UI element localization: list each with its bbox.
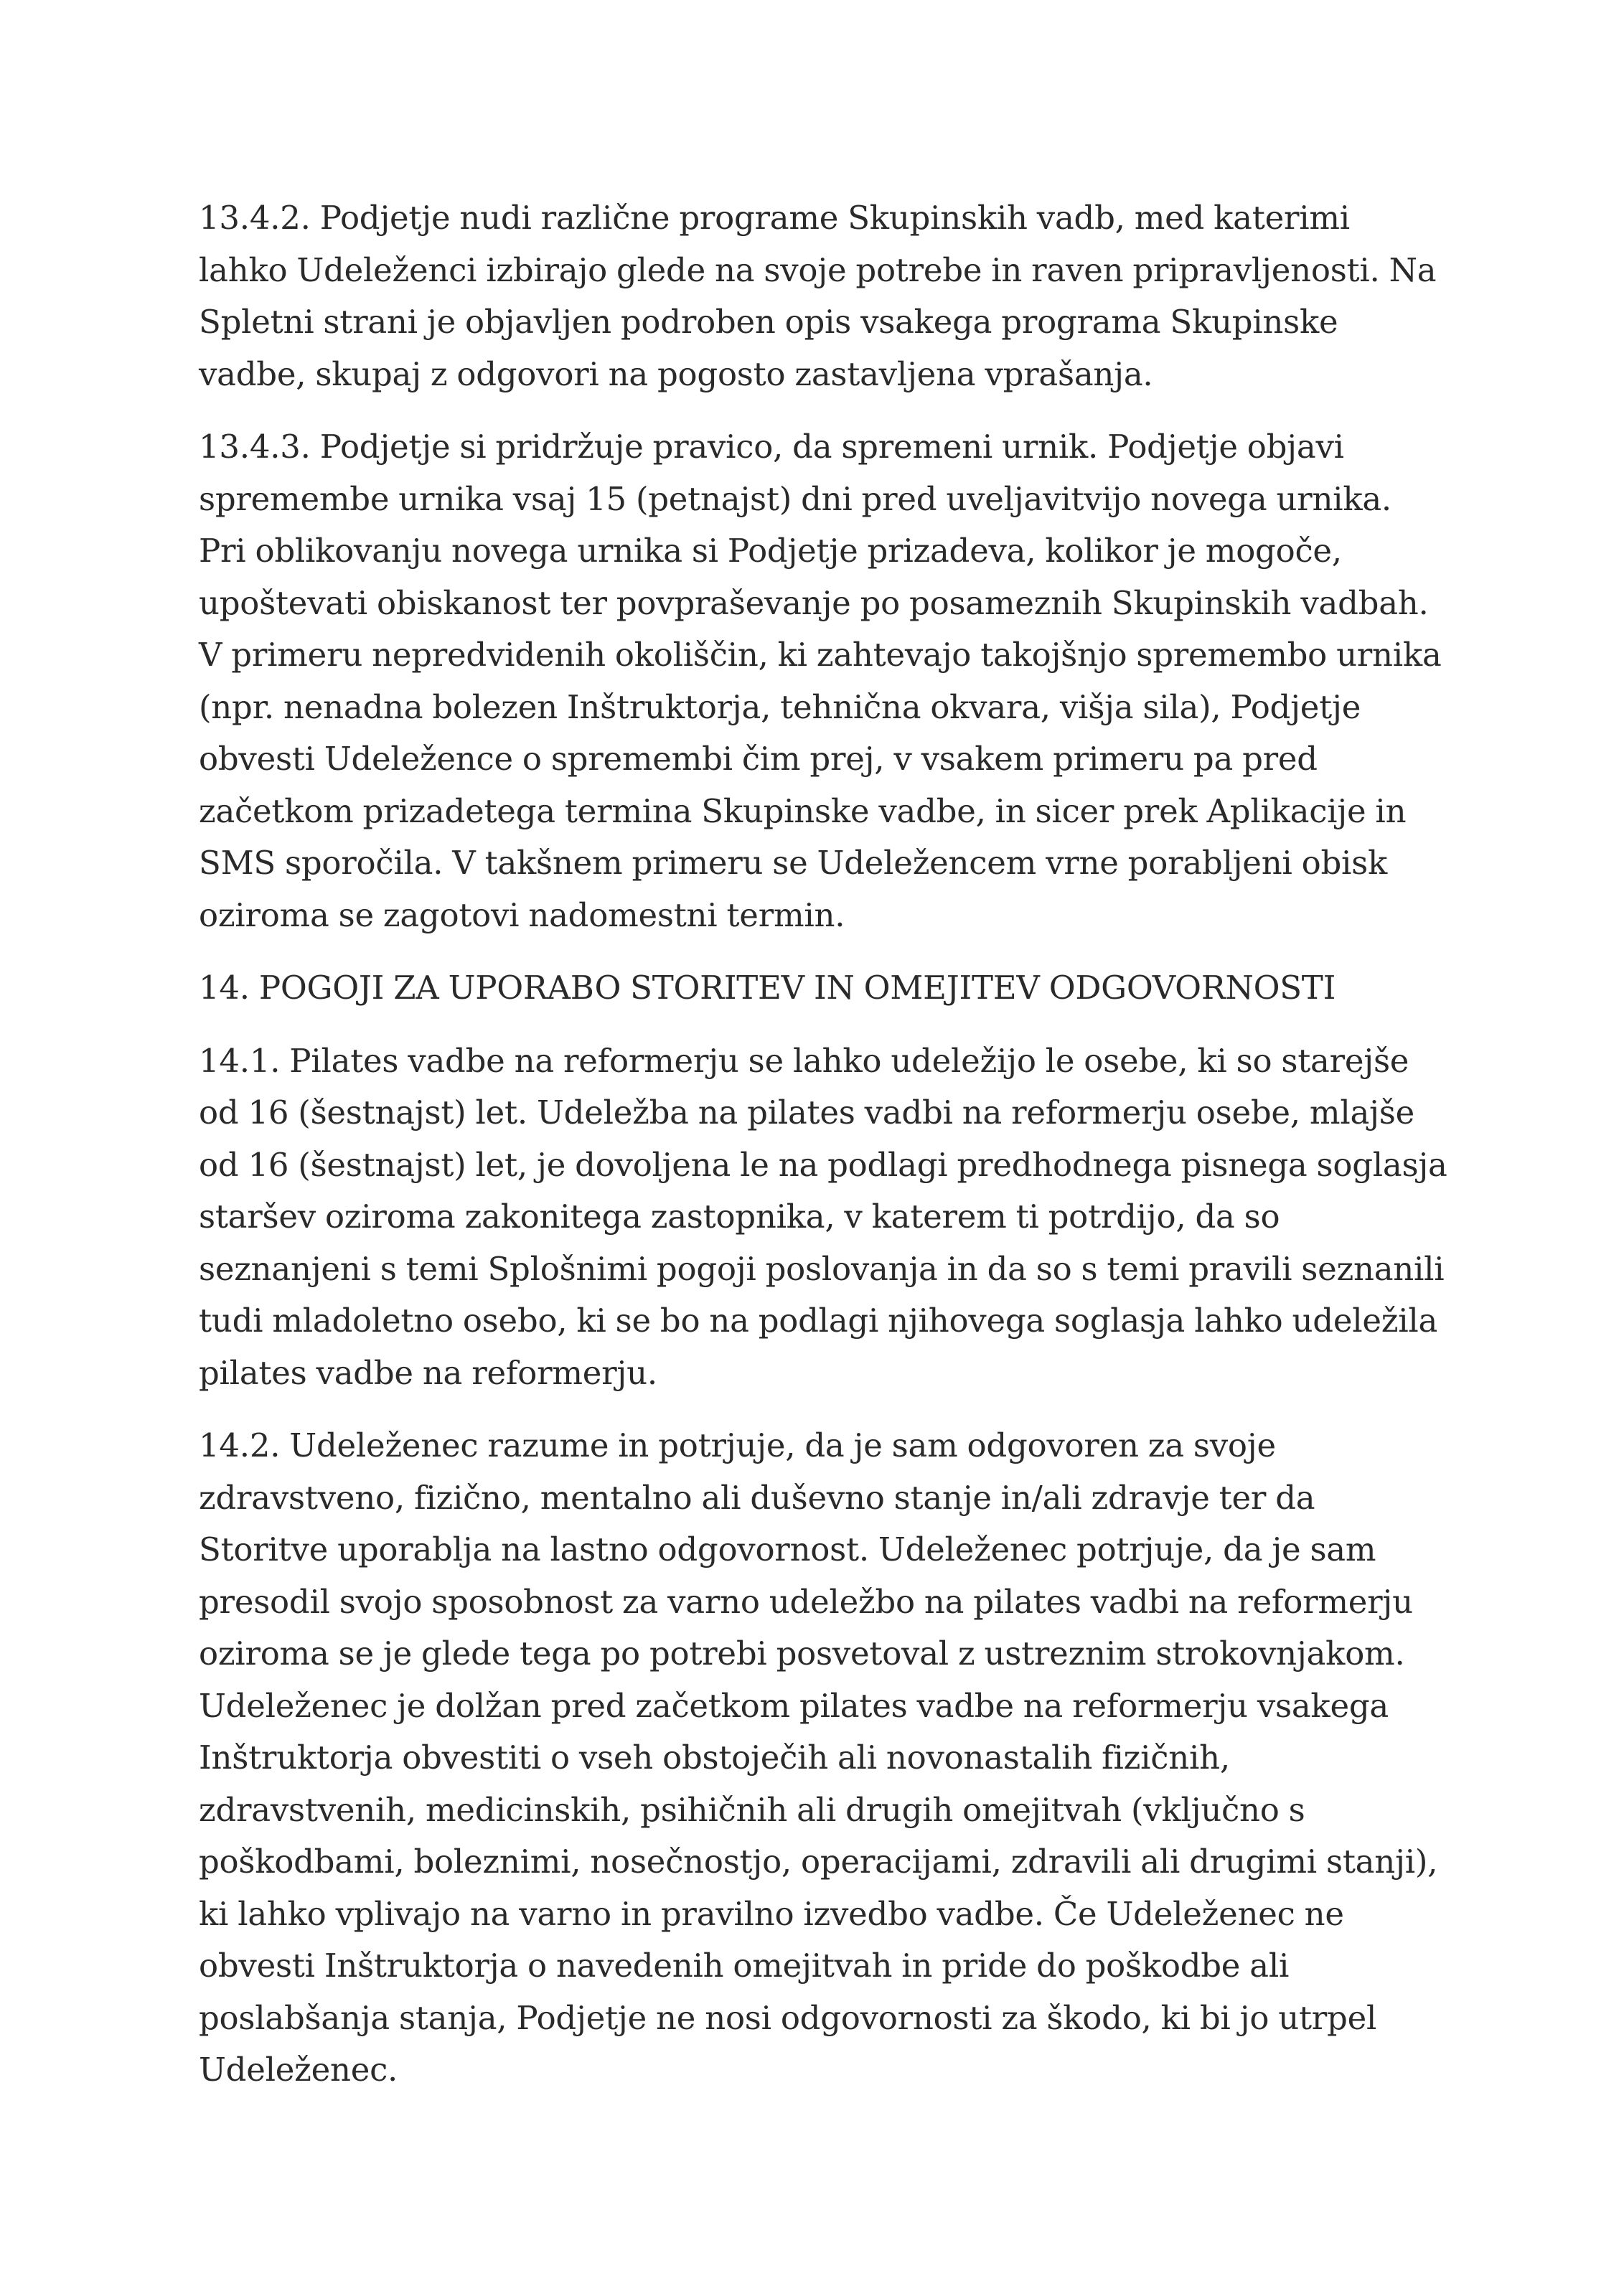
paragraph-14-1: 14.1. Pilates vadbe na reformerju se lahko udeležijo le osebe, ki so starejše od 16 (šestnajst) let. Udeležba na pilates vadbi na reformerju osebe, mlajše od 16 (šestnajst) let, je dovoljena le na podlagi predhodnega pisnega soglasja staršev oziroma zakonitega zastopnika, v katerem ti potrdijo, da so seznanjeni s temi Splošnimi pogoji poslovanja in da so s temi pravili seznanili tudi mladoletno osebo, ki se bo na podlagi njihovega soglasja lahko udeležila pilates vadbe na reformerju.	[199, 1041, 1447, 1392]
section-heading-14: 14. POGOJI ZA UPORABO STORITEV IN OMEJITEV ODGOVORNOSTI	[199, 969, 1336, 1007]
paragraph-13-4-2: 13.4.2. Podjetje nudi različne programe Skupinskih vadb, med katerimi lahko Udeleženci izbirajo glede na svoje potrebe in raven pripravljenosti. Na Spletni strani je objavljen podroben opis vsakega programa Skupinske vadbe, skupaj z odgovori na pogosto zastavljena vprašanja.	[199, 199, 1437, 393]
paragraph-13-4-3: 13.4.3. Podjetje si pridržuje pravico, da spremeni urnik. Podjetje objavi spremembe urnika vsaj 15 (petnajst) dni pred uveljavitvijo novega urnika. Pri oblikovanju novega urnika si Podjetje prizadeva, kolikor je mogoče, upoštevati obiskanost ter povpraševanje po posameznih Skupinskih vadbah. V primeru nepredvidenih okoliščin, ki zahtevajo takojšnjo spremembo urnika (npr. nenadna bolezen Inštruktorja, tehnična okvara, višja sila), Podjetje obvesti Udeležence o spremembi čim prej, v vsakem primeru pa pred začetkom prizadetega termina Skupinske vadbe, in sicer prek Aplikacije in SMS sporočila. V takšnem primeru se Udeležencem vrne porabljeni obisk oziroma se zagotovi nadomestni termin.	[199, 428, 1442, 934]
paragraph-14-2: 14.2. Udeleženec razume in potrjuje, da je sam odgovoren za svoje zdravstveno, fizično, mentalno ali duševno stanje in/ali zdravje ter da Storitve uporablja na lastno odgovornost. Udeleženec potrjuje, da je sam presodil svojo sposobnost za varno udeležbo na pilates vadbi na reformerju oziroma se je glede tega po potrebi posvetoval z ustreznim strokovnjakom. Udeleženec je dolžan pred začetkom pilates vadbe na reformerju vsakega Inštruktorja obvestiti o vseh obstoječih ali novonastalih fizičnih, zdravstvenih, medicinskih, psihičnih ali drugih omejitvah (vključno s poškodbami, boleznimi, nosečnostjo, operacijami, zdravili ali drugimi stanji), ki lahko vplivajo na varno in pravilno izvedbo vadbe. Če Udeleženec ne obvesti Inštruktorja o navedenih omejitvah in pride do poškodbe ali poslabšanja stanja, Podjetje ne nosi odgovornosti za škodo, ki bi jo utrpel Udeleženec.	[199, 1426, 1438, 2089]
document-body	[199, 192, 1447, 2117]
